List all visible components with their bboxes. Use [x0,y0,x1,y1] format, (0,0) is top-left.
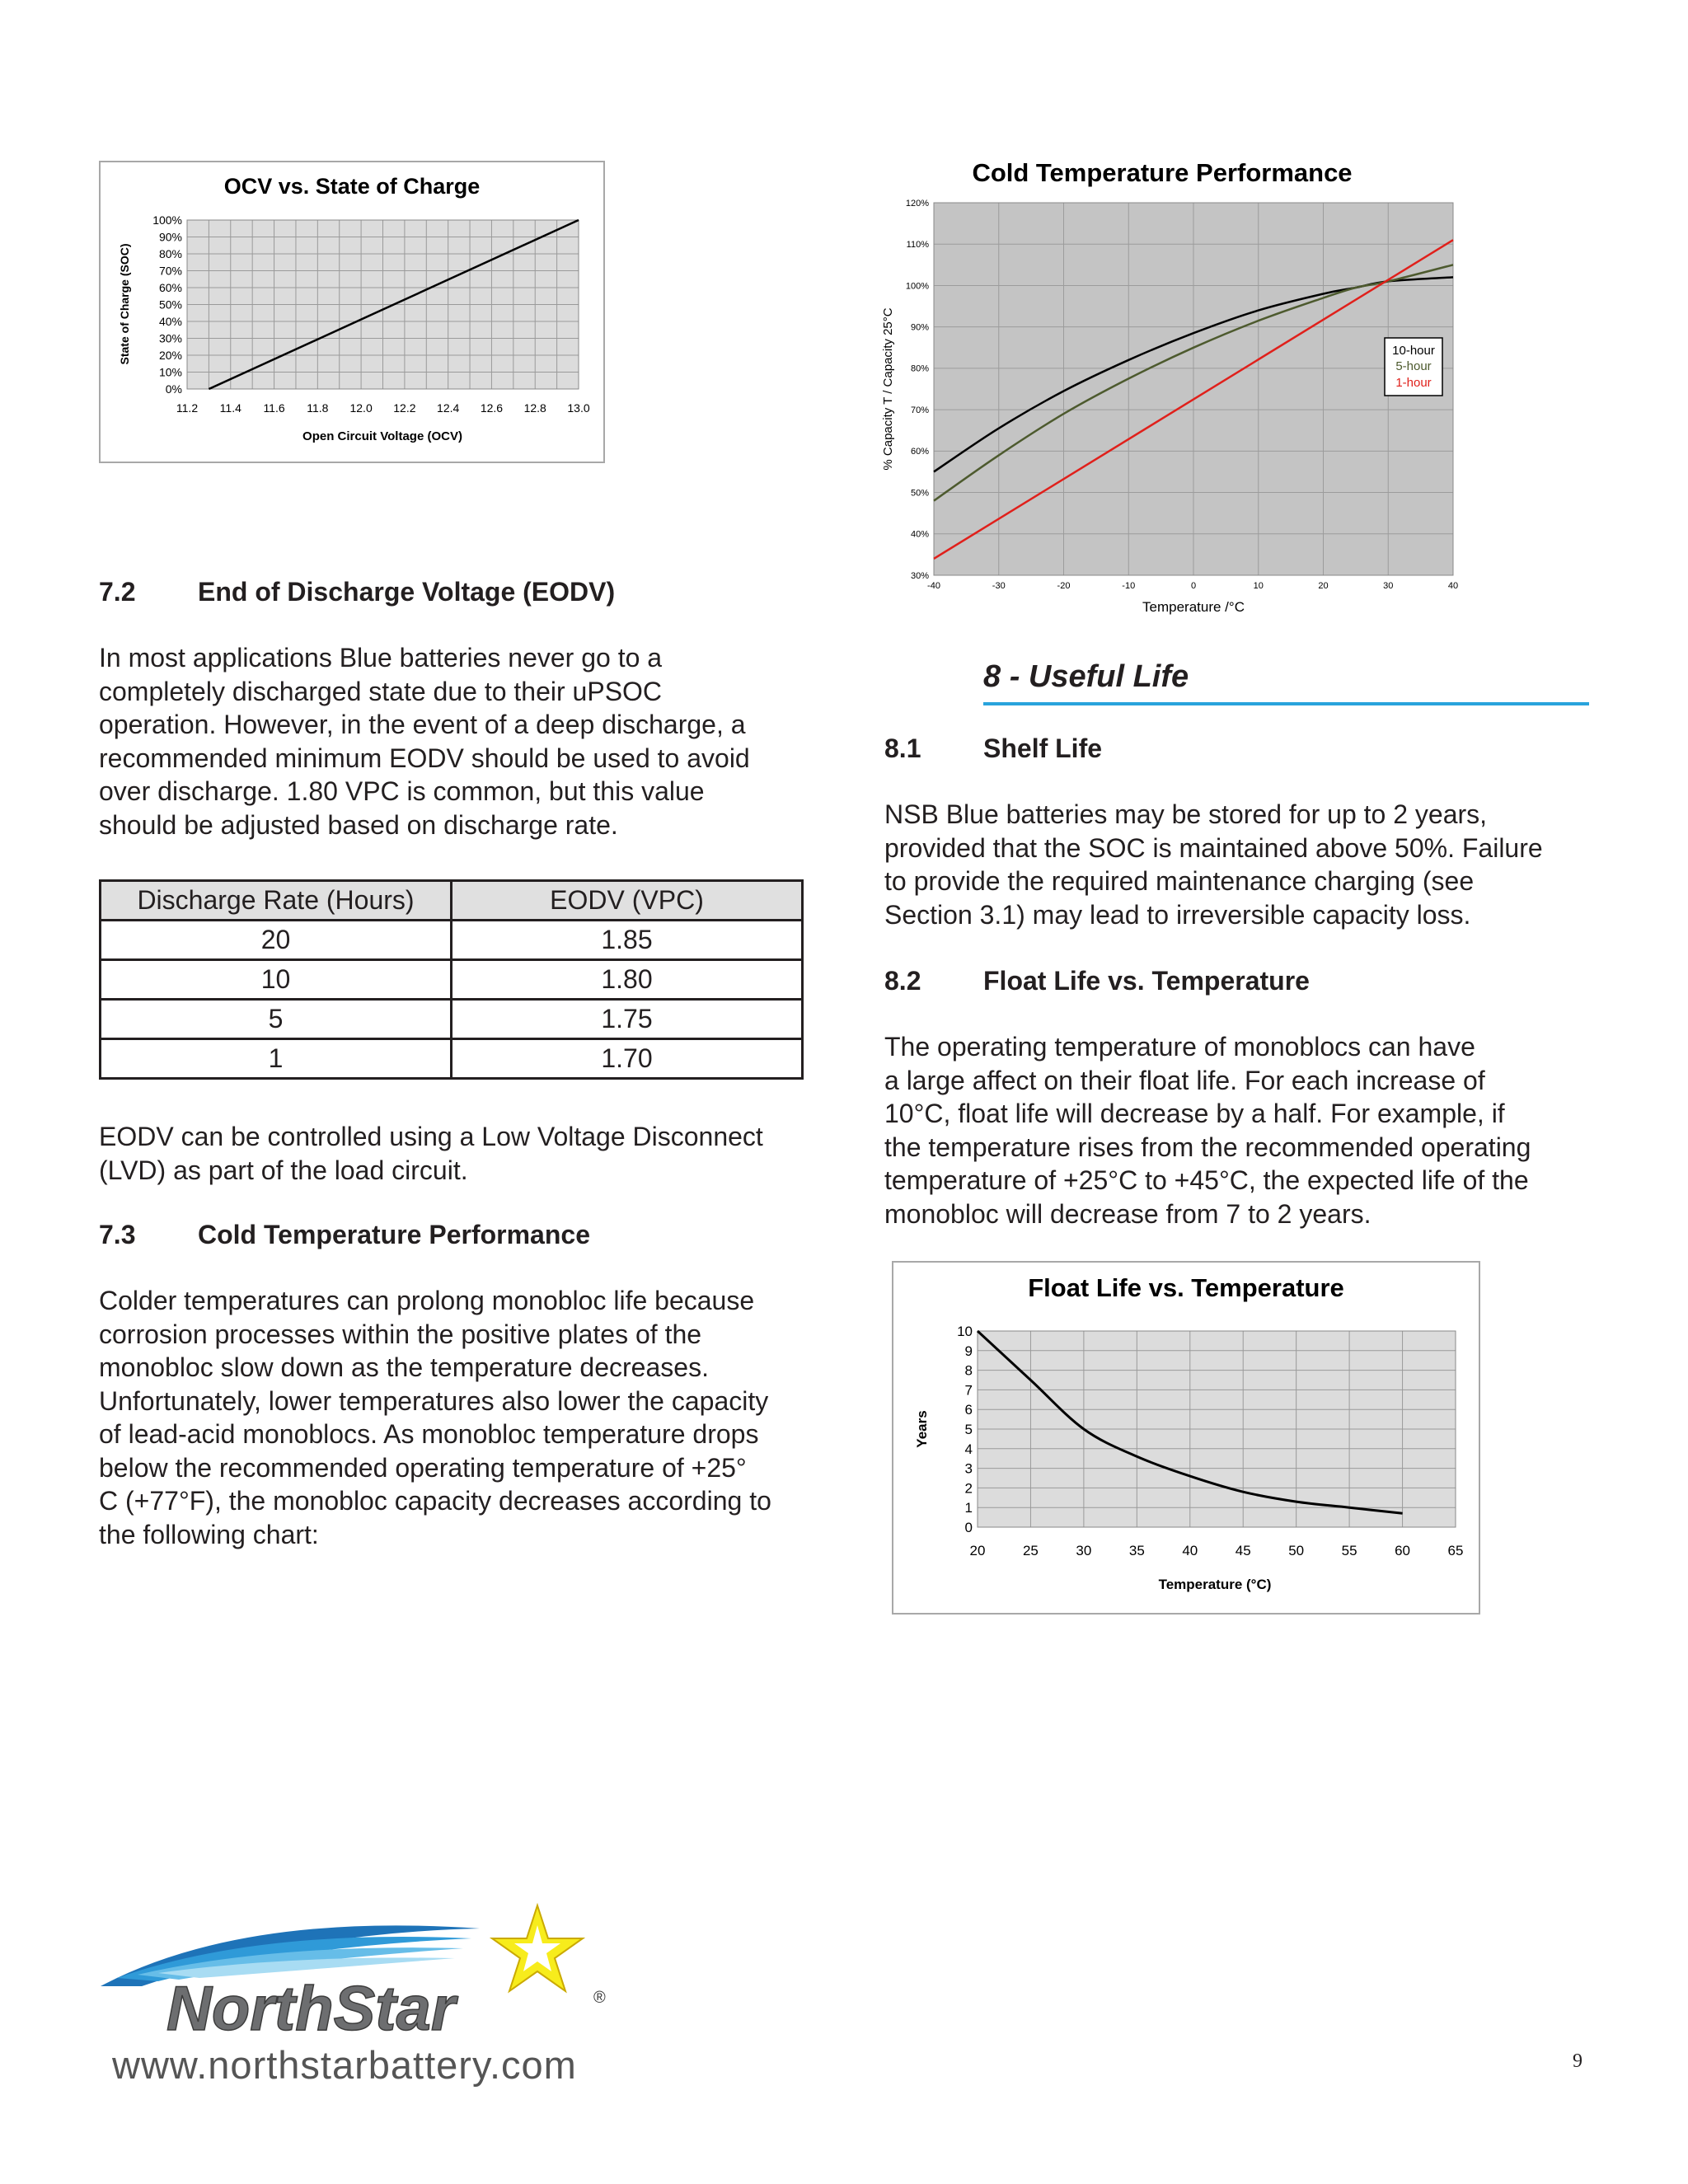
table-row [101,960,803,1000]
cold-legend-1hour: 1-hour [1395,376,1432,390]
text-line: Unfortunately, lower temperatures also lower the capacity [99,1385,769,1416]
table-cell: 1.70 [452,1039,803,1079]
section-7-2-paragraph [99,641,750,841]
y-tick-label: 50% [910,488,929,499]
float-chart-title: Float Life vs. Temperature [1028,1273,1344,1302]
x-tick-label: 11.4 [219,401,241,415]
logo-registered-mark: ® [593,1989,606,2007]
y-tick-label: 120% [905,198,929,209]
text-line: NSB Blue batteries may be stored for up to 2 years, [884,799,1488,829]
ocv-chart-svg [101,162,603,462]
text-line: Colder temperatures can prolong monobloc life because [99,1286,755,1315]
x-tick-label: 20 [1318,581,1329,591]
y-tick-label: 0% [165,382,182,396]
x-tick-label: 65 [1447,1543,1464,1558]
text-line: should be adjusted based on discharge rate. [99,809,618,840]
table-cell: 1 [101,1039,452,1079]
cold-chart [874,157,1467,618]
section-7-2-number: 7.2 [99,577,136,607]
table-cell: 1.80 [452,960,803,1000]
text-line: Section 3.1) may lead to irreversible capacity loss. [884,899,1471,930]
y-tick-label: 10% [158,365,182,379]
y-tick-label: 10 [957,1323,973,1339]
section-7-3-paragraph [99,1284,771,1551]
text-line: the temperature rises from the recommended operating [884,1132,1531,1162]
text-line: recommended minimum EODV should be used to avoid [99,743,750,773]
cold-x-label: Temperature /°C [1142,599,1245,615]
x-tick-label: 30 [1383,581,1394,591]
x-tick-label: 12.4 [437,401,460,415]
table-cell: 20 [101,921,452,960]
table-cell: 1.85 [452,921,803,960]
table-row [101,1039,803,1079]
y-tick-label: 60% [158,280,182,294]
section-8-1-title: Shelf Life [983,733,1103,763]
table-header-eodv: EODV (VPC) [452,881,803,921]
y-tick-label: 90% [158,230,182,244]
float-chart [892,1261,1480,1615]
y-tick-label: 60% [910,447,929,457]
y-tick-label: 70% [910,405,929,415]
section-8-2-paragraph [884,1030,1531,1230]
section-7-3-number: 7.3 [99,1220,136,1249]
logo-wordmark: NorthStar [166,1974,456,2036]
cold-y-ticks [906,199,929,581]
logo-swoosh-icon [92,1896,620,2036]
y-tick-label: 80% [910,363,929,374]
table-header-row [101,881,803,921]
y-tick-label: 70% [158,264,182,278]
y-tick-label: 100% [152,213,182,227]
eodv-table [99,879,804,1080]
text-line: In most applications Blue batteries never go to a [99,643,663,673]
text-line: C (+77°F), the monobloc capacity decreases according to [99,1486,771,1516]
section-7-2-lvd-paragraph [99,1120,763,1187]
y-tick-label: 1 [964,1500,973,1516]
float-x-label: Temperature (°C) [1158,1577,1272,1592]
y-tick-label: 90% [910,322,929,333]
text-line: operation. However, in the event of a deep discharge, a [99,710,746,739]
y-tick-label: 4 [964,1441,973,1457]
text-line: The operating temperature of monoblocs can have [884,1032,1475,1062]
ocv-chart-title: OCV vs. State of Charge [223,174,481,199]
y-tick-label: 40% [910,529,929,540]
x-tick-label: 60 [1395,1543,1411,1558]
text-line: completely discharged state due to their uPSOC [99,676,663,706]
table-cell: 10 [101,960,452,1000]
x-tick-label: 12.6 [480,401,504,415]
x-tick-label: 12.2 [393,401,416,415]
y-tick-label: 6 [964,1402,973,1418]
x-tick-label: -30 [992,581,1006,591]
page-number: 9 [1573,2050,1582,2072]
x-tick-label: 55 [1341,1543,1357,1558]
x-tick-label: 12.8 [523,401,546,415]
section-7-2-title: End of Discharge Voltage (EODV) [198,577,616,607]
text-line: EODV can be controlled using a Low Voltage Disconnect [99,1122,763,1151]
text-line: 10°C, float life will decrease by a half. For example, if [884,1099,1505,1128]
logo-star-icon [492,1905,583,1991]
x-tick-label: 11.2 [176,401,199,415]
section-7-3-heading [99,1220,590,1250]
y-tick-label: 30% [158,331,182,345]
float-x-ticks [970,1543,1464,1558]
section-8-1-number: 8.1 [884,733,921,763]
table-header-discharge-rate: Discharge Rate (Hours) [101,881,452,921]
cold-x-ticks [927,581,1458,591]
y-tick-label: 40% [158,314,182,328]
x-tick-label: 11.6 [263,401,285,415]
section-8-1-paragraph [884,798,1543,931]
section-7-3-title: Cold Temperature Performance [198,1220,590,1249]
y-tick-label: 110% [906,240,929,251]
ocv-x-label: Open Circuit Voltage (OCV) [302,429,462,443]
x-tick-label: 40 [1447,581,1459,591]
float-y-label: Years [914,1410,930,1448]
y-tick-label: 8 [964,1362,973,1379]
x-tick-label: 0 [1190,581,1197,591]
y-tick-label: 2 [964,1480,973,1497]
table-cell: 1.75 [452,1000,803,1039]
text-line: a large affect on their float life. For each increase of [884,1065,1485,1095]
text-line: monobloc will decrease from 7 to 2 years. [884,1198,1372,1229]
x-tick-label: 35 [1128,1543,1145,1558]
text-line: provided that the SOC is maintained above 50%. Failure [884,832,1543,863]
text-line: over discharge. 1.80 VPC is common, but this value [99,776,705,806]
y-tick-label: 5 [964,1421,973,1437]
section-8-2-title: Float Life vs. Temperature [983,966,1310,996]
text-line: (LVD) as part of the load circuit. [99,1155,468,1185]
cold-chart-title: Cold Temperature Performance [972,158,1353,187]
x-tick-label: 12.0 [349,401,373,415]
website-url[interactable]: www.northstarbattery.com [112,2043,577,2087]
section-8-title: 8 - Useful Life [983,659,1589,705]
x-tick-label: 40 [1182,1543,1198,1558]
section-8-2-heading [884,966,1310,996]
y-tick-label: 30% [910,570,929,581]
x-tick-label: 45 [1235,1543,1251,1558]
text-line: of lead-acid monoblocs. As monobloc temperature drops [99,1419,759,1449]
cold-y-label: % Capacity T / Capacity 25°C [881,307,895,471]
y-tick-label: 50% [158,298,182,312]
y-tick-label: 80% [158,246,182,260]
y-tick-label: 100% [905,281,929,292]
section-7-2-heading [99,577,615,607]
text-line: monobloc slow down as the temperature decreases. [99,1352,709,1382]
x-tick-label: 11.8 [307,401,329,415]
y-tick-label: 3 [964,1460,973,1477]
y-tick-label: 7 [964,1382,973,1399]
text-line: temperature of +25°C to +45°C, the expected life of the [884,1165,1529,1195]
float-chart-svg [893,1263,1479,1613]
northstar-logo [92,1896,620,2036]
text-line: to provide the required maintenance charging (see [884,866,1475,896]
x-tick-label: 10 [1253,581,1264,591]
ocv-y-label: State of Charge (SOC) [118,243,131,365]
y-tick-label: 9 [964,1343,973,1359]
cold-legend-10hour: 10-hour [1392,344,1435,358]
x-tick-label: 20 [969,1543,986,1558]
x-tick-label: -40 [927,581,940,591]
x-tick-label: -10 [1122,581,1136,591]
table-row [101,921,803,960]
y-tick-label: 0 [964,1519,973,1535]
section-8-2-number: 8.2 [884,966,921,996]
cold-chart-svg [874,157,1467,618]
section-8-1-heading [884,733,1102,764]
table-row [101,1000,803,1039]
cold-legend-5hour: 5-hour [1395,359,1432,373]
ocv-x-ticks [176,401,590,415]
x-tick-label: 25 [1022,1543,1039,1558]
x-tick-label: -20 [1057,581,1071,591]
table-cell: 5 [101,1000,452,1039]
text-line: the following chart: [99,1519,319,1549]
text-line: below the recommended operating temperature of +25° [99,1452,747,1483]
y-tick-label: 20% [158,348,182,362]
x-tick-label: 13.0 [567,401,590,415]
x-tick-label: 30 [1076,1543,1092,1558]
ocv-y-ticks [152,213,182,396]
x-tick-label: 50 [1288,1543,1305,1558]
ocv-chart [99,161,605,463]
float-y-ticks [957,1324,973,1535]
text-line: corrosion processes within the positive plates of the [99,1319,702,1349]
